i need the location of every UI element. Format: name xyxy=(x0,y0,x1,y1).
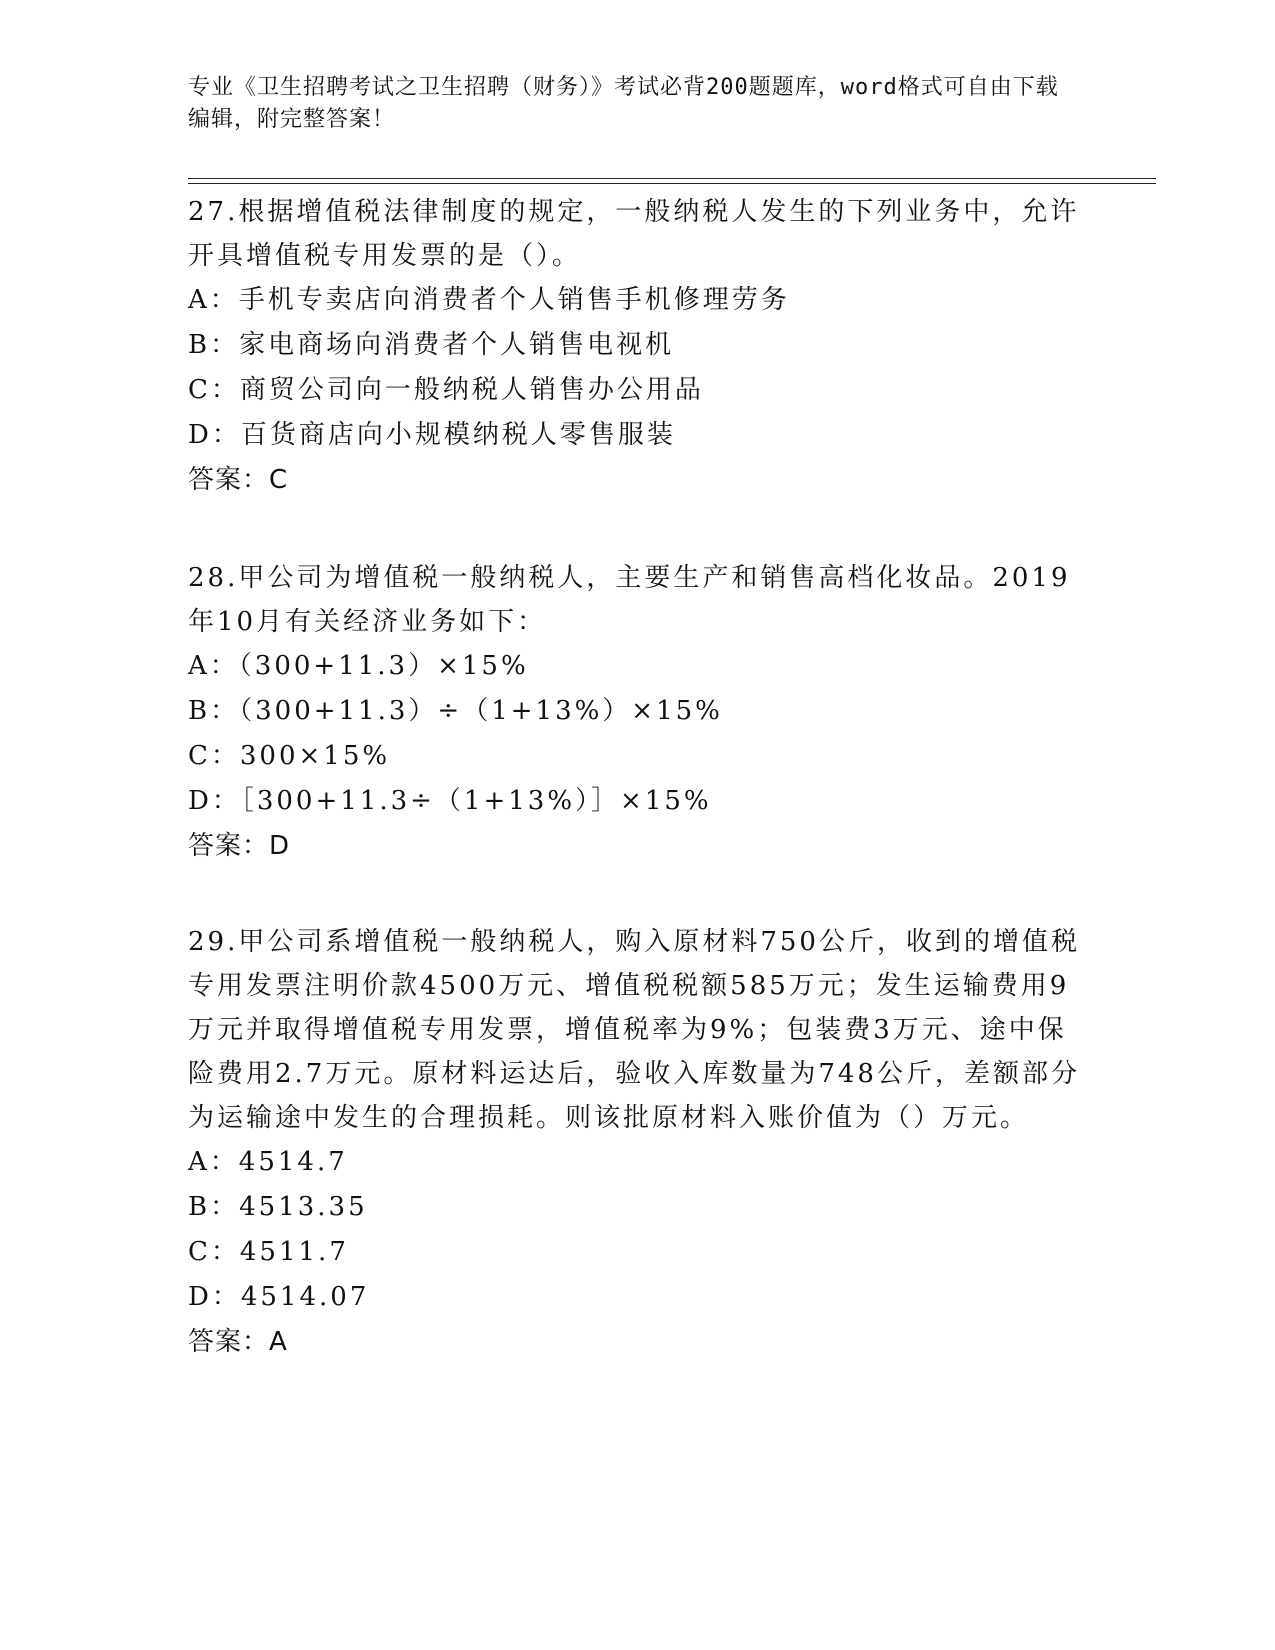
option-b: B：家电商场向消费者个人销售电视机 xyxy=(188,330,675,360)
question-stem: 27.根据增值税法律制度的规定，一般纳税人发生的下列业务中，允许开具增值税专用发票的是（）。 xyxy=(188,197,1080,271)
option-b: B：4513.35 xyxy=(188,1192,368,1222)
answer-line: 答案：C xyxy=(188,465,289,495)
option-b: B：（300+11.3）÷（1+13%）×15% xyxy=(188,696,723,726)
question-stem: 28.甲公司为增值税一般纳税人，主要生产和销售高档化妆品。2019年10月有关经济业务如下： xyxy=(188,563,1071,637)
option-d: D：4514.07 xyxy=(188,1282,370,1312)
option-c: C：4511.7 xyxy=(188,1237,349,1267)
question-28 xyxy=(188,556,1088,869)
answer-line: 答案：A xyxy=(188,1327,288,1357)
option-c: C：商贸公司向一般纳税人销售办公用品 xyxy=(188,375,704,405)
option-a: A：4514.7 xyxy=(188,1147,348,1177)
question-stem: 29.甲公司系增值税一般纳税人，购入原材料750公斤，收到的增值税专用发票注明价款4500万元、增值税税额585万元；发生运输费用9万元并取得增值税专用发票，增值税率为9%；包装费3万元、途中保险费用2.7万元。原材料运达后，验收入库数量为748公斤，差额部分为运输途中发生的合理损耗。则该批原材料入账价值为（）万元。 xyxy=(188,927,1080,1133)
option-d: D：百货商店向小规模纳税人零售服装 xyxy=(188,420,676,450)
option-a: A：手机专卖店向消费者个人销售手机修理劳务 xyxy=(188,285,790,315)
question-29 xyxy=(188,920,1088,1365)
answer-line: 答案：D xyxy=(188,831,291,861)
header-divider-bottom xyxy=(188,183,1156,184)
option-c: C：300×15% xyxy=(188,741,391,771)
option-d: D：［300+11.3÷（1+13%）］×15% xyxy=(188,786,712,816)
option-a: A：（300+11.3）×15% xyxy=(188,651,529,681)
document-header: 专业《卫生招聘考试之卫生招聘（财务）》考试必背200题题库，word格式可自由下载编辑，附完整答案！ xyxy=(188,75,1059,132)
header-divider-top xyxy=(188,178,1156,179)
question-27 xyxy=(188,190,1088,503)
